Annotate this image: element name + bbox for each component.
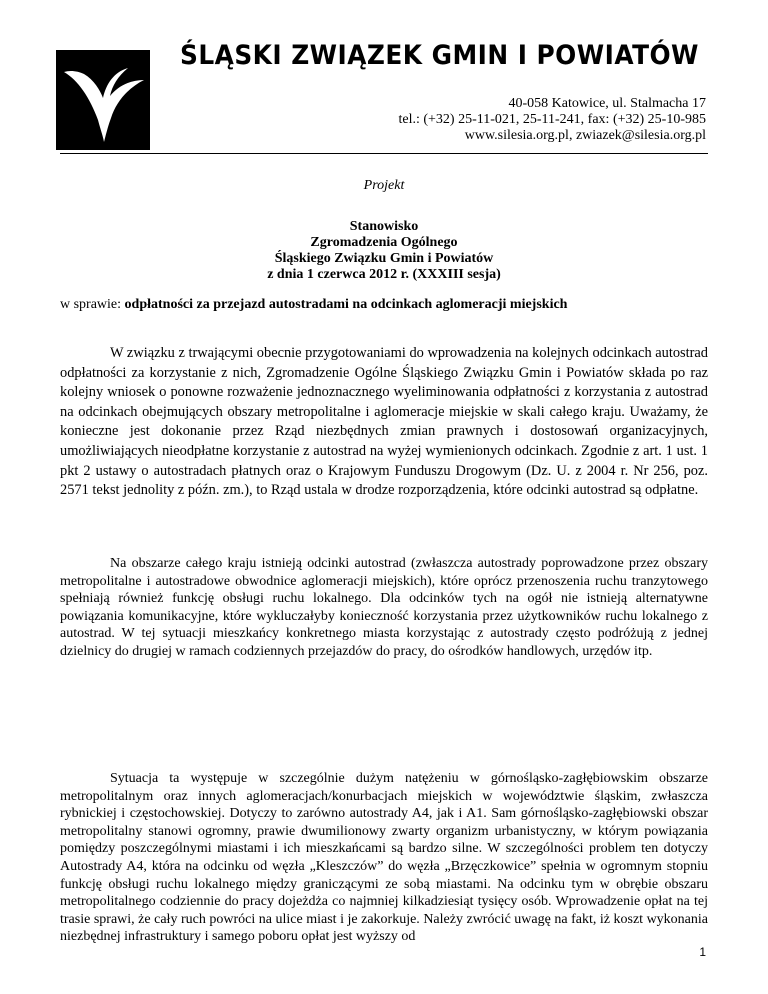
document-status: Projekt bbox=[363, 178, 405, 193]
paragraph-text: Na obszarze całego kraju istnieją odcinki autostrad (zwłaszcza autostrady poprowadzone przez obszary metropolitalne i autostradowe obwodnice aglomeracji miejskich), które oprócz przenoszenia ruchu tranzytowego spełniają również funkcję obsługi ruchu lokalnego. Dla odcinków tych na ogół nie istnieją alternatywne powiązania komunikacyjne, które wykluczałyby konieczność korzystania przez użytkowników ruchu lokalnego z autostrad. W tej sytuacji mieszkańcy konkretnego miasta korzystając z autostrady często podróżują z jednej dzielnicy do drugiej w ramach codziennych przejazdów do pracy, do ośrodków handlowych, urzędów itp. bbox=[60, 556, 708, 659]
organization-address bbox=[398, 96, 706, 144]
title-line: Zgromadzenia Ogólnego bbox=[310, 235, 458, 250]
body-paragraph bbox=[60, 770, 708, 946]
header-divider bbox=[60, 153, 708, 154]
contact-web-line: www.silesia.org.pl, zwiazek@silesia.org.pl bbox=[464, 128, 706, 143]
contact-phone-line: tel.: (+32) 25-11-021, 25-11-241, fax: (+32) 25-10-985 bbox=[398, 112, 706, 127]
title-line: Śląskiego Związku Gmin i Powiatów bbox=[274, 251, 494, 266]
paragraph-text: W związku z trwającymi obecnie przygotowaniami do wprowadzenia na kolejnych odcinkach autostrad odpłatności za korzystanie z nich, Zgromadzenie Ogólne Śląskiego Związku Gmin i Powiatów składa po raz kolejny wniosek o ponowne rozważenie jednoznacznego wyeliminowania odpłatności z korzystania z autostrad na odcinkach obejmujących obszary metropolitalne i aglomeracje miejskie w skali całego kraju. Uważamy, że konieczne jest dokonanie przez Rząd niezbędnych zmian prawnych i dostosowań organizacyjnych, umożliwiających nieodpłatne korzystanie z autostrad na wyżej wymienionych odcinkach. Zgodnie z art. 1 ust. 1 pkt 2 ustawy o autostradach płatnych oraz o Krajowym Funduszu Drogowym (Dz. U. z 2004 r. Nr 256, poz. 2571 tekst jednolity z późn. zm.), to Rząd ustala w drodze rozporządzenia, które odcinki autostrad są odpłatne. bbox=[60, 345, 708, 499]
title-date-line: z dnia 1 czerwca 2012 r. (XXXIII sesja) bbox=[267, 267, 501, 282]
address-line: 40-058 Katowice, ul. Stalmacha 17 bbox=[508, 96, 706, 111]
page-number: 1 bbox=[699, 945, 706, 959]
subject-text: odpłatności za przejazd autostradami na odcinkach aglomeracji miejskich bbox=[124, 297, 568, 312]
paragraph-text: Sytuacja ta występuje w szczególnie dużym natężeniu w górnośląsko-zagłębiowskim obszarze metropolitalnym oraz innych aglomeracjach/konurbacjach miejskich w województwie śląskim, zwłaszcza rybnickiej i częstochowskiej. Dotyczy to zarówno autostrady A4, jak i A1. Sam górnośląsko-zagłębiowski obszar metropolitalny stanowi ogromny, prawie dwumilionowy zwarty organizm urbanistyczny, w którym powiązania pomiędzy poszczególnymi miastami i ich mieszkańcami są bardzo silne. W szczególności problem ten dotyczy Autostrady A4, która na odcinku od węzła „Kleszczów” do węzła „Brzęczkowice” spełnia w ogromnym stopniu funkcję obsługi ruchu lokalnego między graniczącymi ze sobą miastami. Na odcinku tym w obrębie obszaru metropolitalnego codziennie do pracy dojeżdża co najmniej kilkadziesiąt tysięcy osób. Wprowadzenie opłat na tej trasie sprawi, że cały ruch powróci na ulice miast i je zakorkuje. Należy zwrócić uwagę na fakt, iż koszt wykonania niezbędnej infrastruktury i samego poboru opłat jest wyższy od bbox=[60, 771, 708, 945]
document-title bbox=[0, 219, 768, 283]
body-paragraph bbox=[60, 344, 708, 501]
title-line: Stanowisko bbox=[349, 219, 419, 234]
body-paragraph bbox=[60, 555, 708, 661]
document-subject bbox=[60, 297, 567, 313]
organization-name: ŚLĄSKI ZWIĄZEK GMIN I POWIATÓW bbox=[180, 40, 699, 71]
logo-icon bbox=[56, 50, 150, 150]
subject-prefix: w sprawie: bbox=[60, 297, 125, 312]
